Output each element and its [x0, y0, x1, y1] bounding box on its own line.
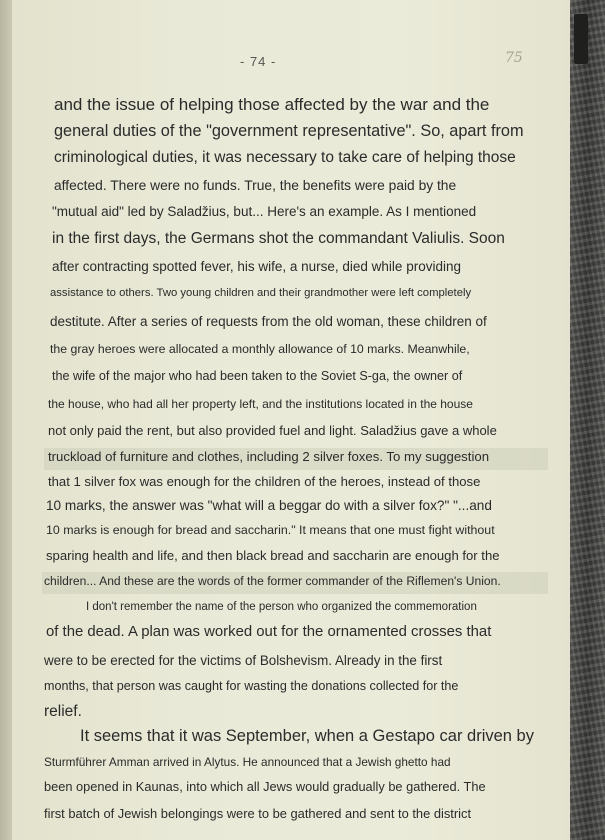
- text-line: of the dead. A plan was worked out for the ornamented crosses that: [46, 624, 492, 640]
- text-line: not only paid the rent, but also provided fuel and light. Saladžius gave a whole: [48, 423, 497, 438]
- handwritten-page-number: 75: [505, 50, 523, 66]
- text-line: that 1 silver fox was enough for the children of the heroes, instead of those: [48, 474, 481, 489]
- book-cover-edge: [570, 0, 605, 840]
- text-line: months, that person was caught for wasting the donations collected for the: [44, 679, 459, 693]
- text-line: 10 marks is enough for bread and saccharin." It means that one must fight without: [46, 523, 495, 537]
- text-line: destitute. After a series of requests from the old woman, these children of: [50, 314, 487, 329]
- text-line: after contracting spotted fever, his wife, a nurse, died while providing: [52, 259, 461, 274]
- text-line: It seems that it was September, when a Gestapo car driven by: [80, 727, 534, 745]
- text-line: relief.: [44, 703, 82, 720]
- text-line: truckload of furniture and clothes, including 2 silver foxes. To my suggestion: [48, 449, 490, 464]
- page-number: - 74 -: [240, 54, 277, 69]
- text-line: assistance to others. Two young children and their grandmother were left completely: [50, 287, 472, 299]
- text-line: criminological duties, it was necessary to take care of helping those: [54, 149, 516, 166]
- text-line: general duties of the "government representative". So, apart from: [54, 122, 524, 140]
- text-line: 10 marks, the answer was "what will a beggar do with a silver fox?" "...and: [46, 498, 492, 513]
- text-line: affected. There were no funds. True, the benefits were paid by the: [54, 178, 457, 193]
- text-line: the gray heroes were allocated a monthly allowance of 10 marks. Meanwhile,: [50, 342, 470, 356]
- text-line: sparing health and life, and then black bread and saccharin are enough for the: [46, 548, 500, 563]
- text-line: first batch of Jewish belongings were to be gathered and sent to the district: [44, 806, 472, 821]
- text-line: I don't remember the name of the person who organized the commemoration: [86, 601, 477, 613]
- text-line: the house, who had all her property left, and the institutions located in the house: [48, 397, 473, 411]
- text-line: been opened in Kaunas, into which all Jews would gradually be gathered. The: [44, 779, 486, 794]
- text-line: in the first days, the Germans shot the commandant Valiulis. Soon: [52, 230, 505, 247]
- text-line: and the issue of helping those affected by the war and the: [54, 95, 490, 114]
- text-line: the wife of the major who had been taken to the Soviet S-ga, the owner of: [52, 369, 463, 383]
- cover-tab: [574, 14, 588, 64]
- text-line: were to be erected for the victims of Bolshevism. Already in the first: [44, 653, 443, 668]
- text-line: children... And these are the words of the former commander of the Riflemen's Union.: [44, 574, 501, 588]
- text-line: Sturmführer Amman arrived in Alytus. He announced that a Jewish ghetto had: [44, 755, 451, 769]
- text-line: "mutual aid" led by Saladžius, but... Here's an example. As I mentioned: [52, 204, 477, 219]
